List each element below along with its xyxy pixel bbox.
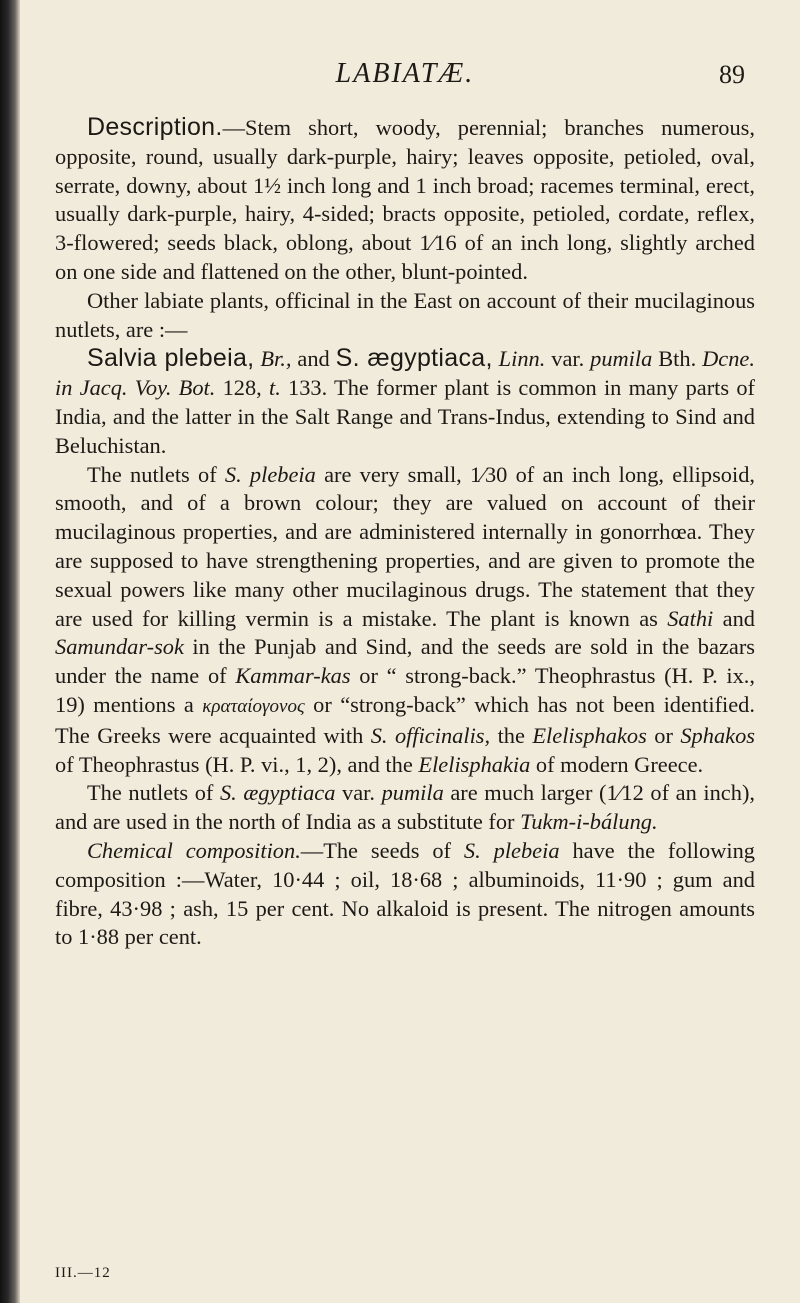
paragraph-other-plants <box>55 287 755 345</box>
text-run: are very small, 1⁄30 of an inch long, ellipsoid, smooth, and of a brown colour; they are valued on account of their mucilaginous properties, and are administered internally in gonorrhœa. They are supposed to have strengthening properties, and are given to promote the sexual powers like many other mucilaginous drugs. The statement that they are used for killing vermin is a mistake. The plant is known as <box>55 461 755 631</box>
italic-run: Elelisphakos <box>532 722 647 748</box>
greek-word: κραταίογονος <box>202 695 305 717</box>
italic-run: Sathi <box>667 605 714 631</box>
text-run: —The seeds of <box>300 837 464 863</box>
text-run: in the Punjab and Sind, and the seeds are sold in the bazars under the name of <box>55 634 755 689</box>
salvia-text: 133. The former plant is common in many parts of India, and the latter in the Salt Range and Trans-Indus, extending to Sind and Beluchistan. <box>55 375 755 458</box>
italic-run: Kammar-kas <box>235 663 351 689</box>
species-name-plebeia: Salvia plebeia, <box>87 344 255 373</box>
text-run: The nutlets of <box>87 461 225 487</box>
author-bth: Bth. <box>652 346 703 372</box>
subheading-chemical-composition: Chemical composition. <box>87 837 301 863</box>
text-run: of Theophrastus (H. P. vi., 1, 2), and the <box>55 751 419 777</box>
italic-run: S. ægyptiaca <box>219 780 336 806</box>
italic-run: Sphakos <box>680 722 755 748</box>
signature-mark: III.—12 <box>55 1265 111 1281</box>
book-binding-edge <box>0 0 20 1303</box>
species-name-aegyptiaca: S. ægyptiaca, <box>335 344 493 373</box>
italic-run: Samundar-sok <box>55 634 184 660</box>
italic-run: S. plebeia <box>463 837 560 863</box>
running-head: LABIATÆ. <box>335 58 475 89</box>
reference-number: 128, <box>215 375 269 401</box>
paragraph-nutlets-aegyptiaca <box>55 779 755 837</box>
reference-title: Dcne. in Jacq. Voy. Bot. <box>55 346 755 401</box>
text-run: the <box>490 722 533 748</box>
text-run: of modern Greece. <box>530 751 704 777</box>
italic-run: pumila <box>381 780 444 806</box>
paragraph-chemical-composition <box>55 837 755 952</box>
text-run: or “ strong-back.” Theophrastus (H. P. ix., 19) mentions a <box>55 663 755 717</box>
text-run: or <box>646 722 681 748</box>
text-run: are much larger (1⁄12 of an inch), and are used in the north of India as a substitute for <box>55 780 755 835</box>
conjunction: and <box>291 346 336 372</box>
body-text <box>55 113 755 952</box>
italic-run: S. officinalis, <box>370 722 491 748</box>
italic-run: Tukm-i-bálung. <box>520 809 658 835</box>
text-run: The nutlets of <box>87 780 220 806</box>
paragraph-salvia <box>55 344 755 460</box>
text-run: var. <box>335 780 382 806</box>
description-text: —Stem short, woody, perennial; branches numerous, opposite, round, usually dark-purple, hairy; leaves opposite, petioled, oval, serrate, downy, about 1½ inch long and 1 inch broad; racemes terminal, erect, usually dark-purple, hairy, 4-sided; bracts opposite, petioled, cordate, reflex, 3-flowered; seeds black, oblong, about 1⁄16 of an inch long, slightly arched on one side and flattened on the other, blunt-pointed. <box>55 115 755 284</box>
authority-br: Br., <box>260 346 292 372</box>
authority-linn: Linn. <box>498 346 546 372</box>
other-plants-text: Other labiate plants, officinal in the East on account of their mucilaginous nutlets, are :— <box>55 287 755 342</box>
variety-name: pumila <box>590 346 653 372</box>
paragraph-description <box>55 113 755 287</box>
italic-run: S. plebeia <box>224 461 316 487</box>
section-heading-description: Description. <box>87 113 223 141</box>
italic-run: Elelisphakia <box>418 751 531 777</box>
page-number: 89 <box>719 60 745 89</box>
reference-t: t. <box>268 375 281 401</box>
text-run: have the following composition :—Water, 10·44 ; oil, 18·68 ; albuminoids, 11·90 ; gum and fibre, 43·98 ; ash, 15 per cent. No alkaloid is present. The nitrogen amounts to 1·88 per cent. <box>55 837 756 950</box>
paragraph-nutlets-plebeia <box>55 461 755 780</box>
text-run: and <box>713 605 755 631</box>
var-label: var. <box>545 346 591 372</box>
text-run: or “strong-back” which has not been identified. The Greeks were acquainted with <box>55 691 755 748</box>
page-header <box>55 58 755 98</box>
book-page <box>55 0 755 1303</box>
